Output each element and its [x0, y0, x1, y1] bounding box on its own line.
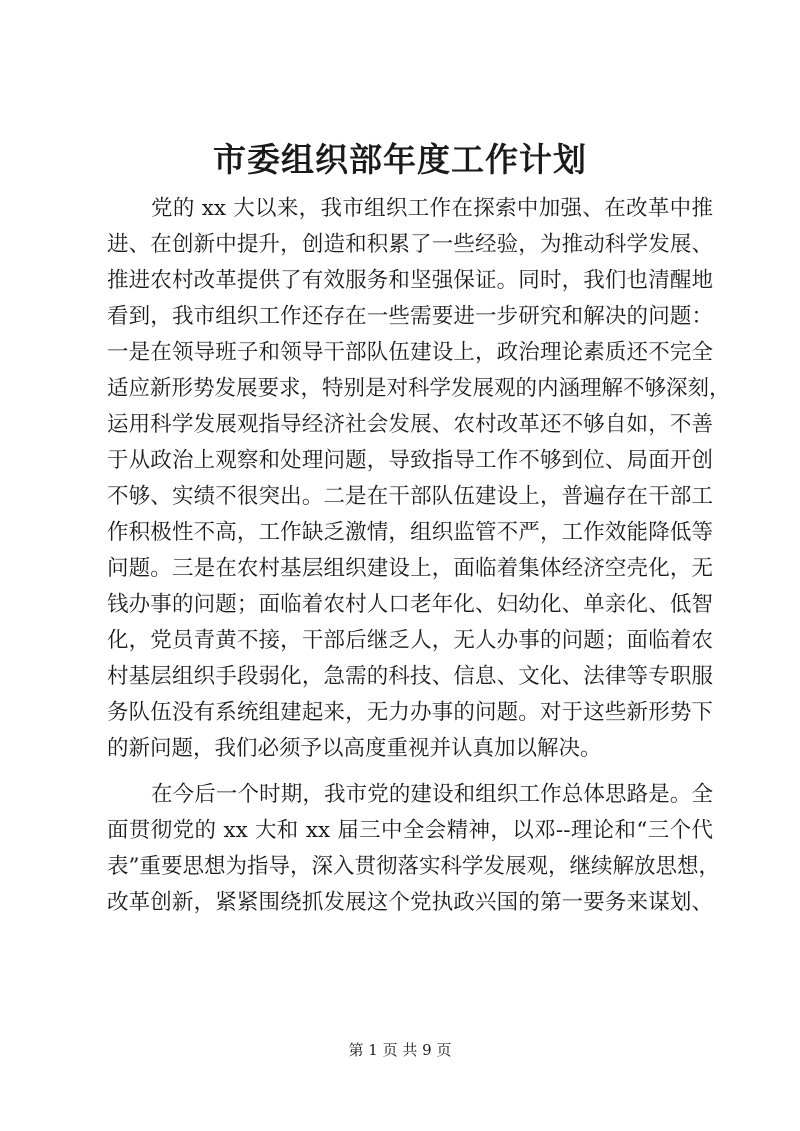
paragraph-line: 进、在创新中提升，创造和积累了一些经验，为推动科学发展、: [107, 232, 713, 257]
paragraph-line: 党的 xx 大以来，我市组织工作在探索中加强、在改革中推: [151, 196, 713, 221]
paragraph-line: 问题。三是在农村基层组织建设上，面临着集体经济空壳化，无: [107, 556, 713, 581]
paragraph-line: 于从政治上观察和处理问题，导致指导工作不够到位、局面开创: [107, 448, 713, 473]
paragraph-line: 在今后一个时期，我市党的建设和组织工作总体思路是。全: [151, 782, 713, 807]
paragraph-line: 看到，我市组织工作还存在一些需要进一步研究和解决的问题：: [107, 304, 713, 329]
page-number-footer: 第 1 页 共 9 页: [348, 1041, 452, 1059]
paragraph-line: 作积极性不高，工作缺乏激情，组织监管不严，工作效能降低等: [107, 520, 713, 545]
document-title: 市委组织部年度工作计划: [213, 140, 587, 179]
paragraph-line: 运用科学发展观指导经济社会发展、农村改革还不够自如，不善: [107, 412, 713, 437]
paragraph-line: 钱办事的问题；面临着农村人口老年化、妇幼化、单亲化、低智: [107, 592, 713, 617]
paragraph-line: 改革创新，紧紧围绕抓发展这个党执政兴国的第一要务来谋划、: [107, 890, 713, 915]
paragraph-line: 村基层组织手段弱化，急需的科技、信息、文化、法律等专职服: [107, 664, 713, 689]
paragraph-line: 化，党员青黄不接，干部后继乏人，无人办事的问题；面临着农: [107, 628, 713, 653]
paragraph-line: 的新问题，我们必须予以高度重视并认真加以解决。: [107, 736, 602, 761]
paragraph-line: 务队伍没有系统组建起来，无力办事的问题。对于这些新形势下: [107, 700, 713, 725]
paragraph-line: 不够、实绩不很突出。二是在干部队伍建设上，普遍存在干部工: [107, 484, 713, 509]
paragraph-line: 面贯彻党的 xx 大和 xx 届三中全会精神，以邓--理论和“三个代: [107, 818, 713, 843]
paragraph-line: 表”重要思想为指导，深入贯彻落实科学发展观，继续解放思想，: [107, 854, 720, 879]
paragraph-line: 适应新形势发展要求，特别是对科学发展观的内涵理解不够深刻，: [107, 376, 731, 401]
paragraph-line: 一是在领导班子和领导干部队伍建设上，政治理论素质还不完全: [107, 340, 713, 365]
paragraph-line: 推进农村改革提供了有效服务和坚强保证。同时，我们也清醒地: [107, 268, 713, 293]
